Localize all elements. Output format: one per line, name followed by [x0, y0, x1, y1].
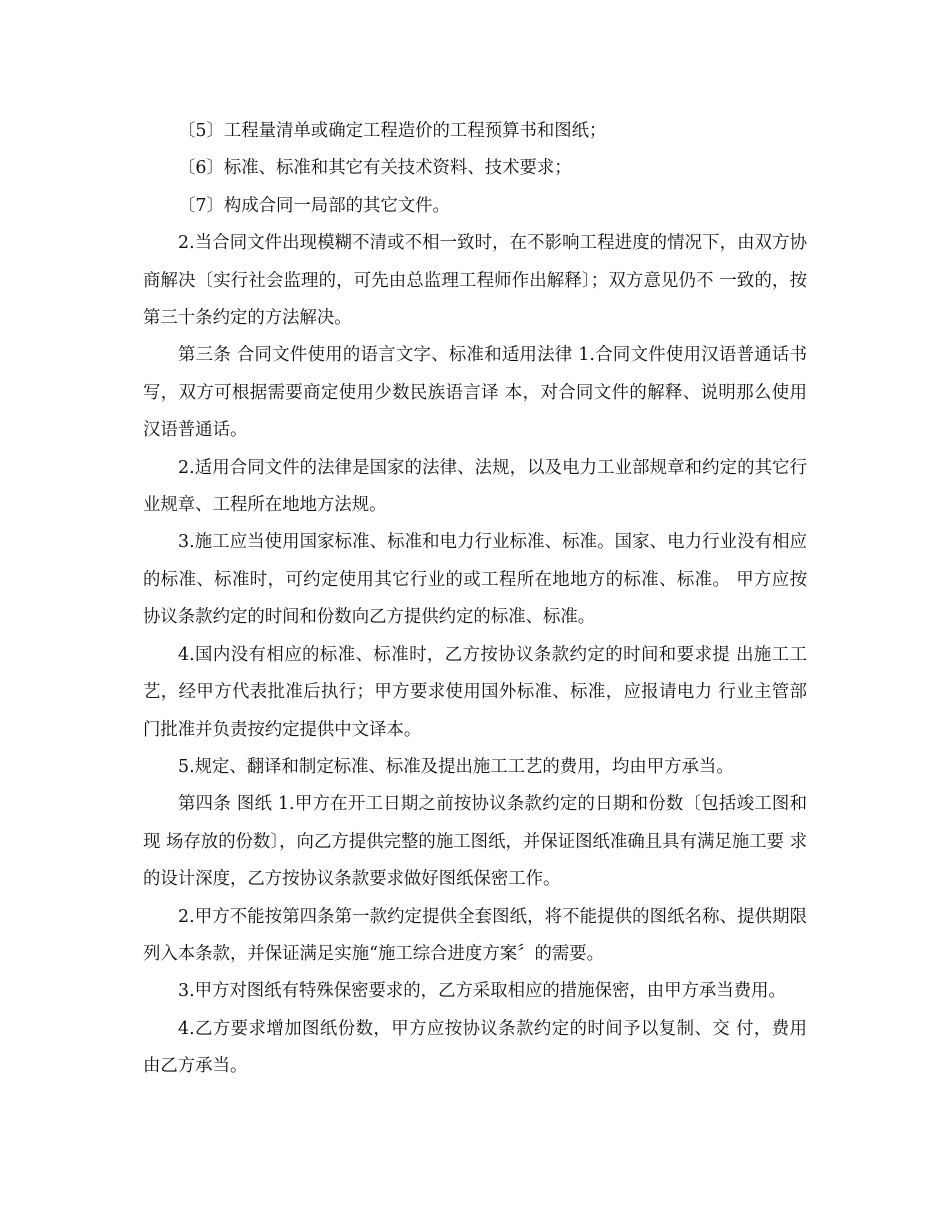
paragraph: 第三条 合同文件使用的语言文字、标准和适用法律 1.合同文件使用汉语普通话书写，双方可根据需要商定使用少数民族语言译 本，对合同文件的解释、说明那么使用汉语普通话。: [143, 345, 807, 441]
paragraph: 4.乙方要求增加图纸份数，甲方应按协议条款约定的时间予以复制、交 付，费用由乙方承当。: [143, 1018, 807, 1077]
paragraph: 第四条 图纸 1.甲方在开工日期之前按协议条款约定的日期和份数〔包括竣工图和现 场存放的份数〕，向乙方提供完整的施工图纸，并保证图纸准确且具有满足施工要 求的设计深度，乙方按协议条款要求做好图纸保密工作。: [143, 794, 807, 890]
paragraph: 2.适用合同文件的法律是国家的法律、法规，以及电力工业部规章和约定的其它行业规章、工程所在地地方法规。: [143, 457, 807, 516]
paragraph: 〔7〕构成合同一局部的其它文件。: [178, 195, 450, 216]
paragraph: 2.当合同文件出现模糊不清或不相一致时，在不影响工程进度的情况下，由双方协商解决〔实行社会监理的，可先由总监理工程师作出解释〕；双方意见仍不 一致的，按第三十条约定的方法解决。: [143, 233, 807, 329]
paragraph: 2.甲方不能按第四条第一款约定提供全套图纸，将不能提供的图纸名称、提供期限列入本条款，并保证满足实施“施工综合进度方案〞的需要。: [143, 906, 807, 964]
paragraph: 4.国内没有相应的标准、标准时，乙方按协议条款约定的时间和要求提 出施工工艺，经甲方代表批准后执行；甲方要求使用国外标准、标准，应报请电力 行业主管部门批准并负责按约定提供中文译本。: [143, 644, 807, 740]
document-body: [143, 113, 807, 1086]
paragraph: 〔5〕工程量清单或确定工程造价的工程预算书和图纸；: [178, 121, 607, 141]
paragraph: 3.甲方对图纸有特殊保密要求的，乙方采取相应的措施保密，由甲方承当费用。: [178, 981, 786, 1002]
paragraph: 5.规定、翻译和制定标准、标准及提出施工工艺的费用，均由甲方承当。: [178, 756, 734, 777]
paragraph: 〔6〕标准、标准和其它有关技术资料、技术要求；: [178, 158, 572, 179]
paragraph: 3.施工应当使用国家标准、标准和电力行业标准、标准。国家、电力行业没有相应的标准、标准时，可约定使用其它行业的或工程所在地地方的标准、标准。 甲方应按协议条款约定的时间和份数向乙方提供约定的标准、标准。: [143, 532, 807, 628]
